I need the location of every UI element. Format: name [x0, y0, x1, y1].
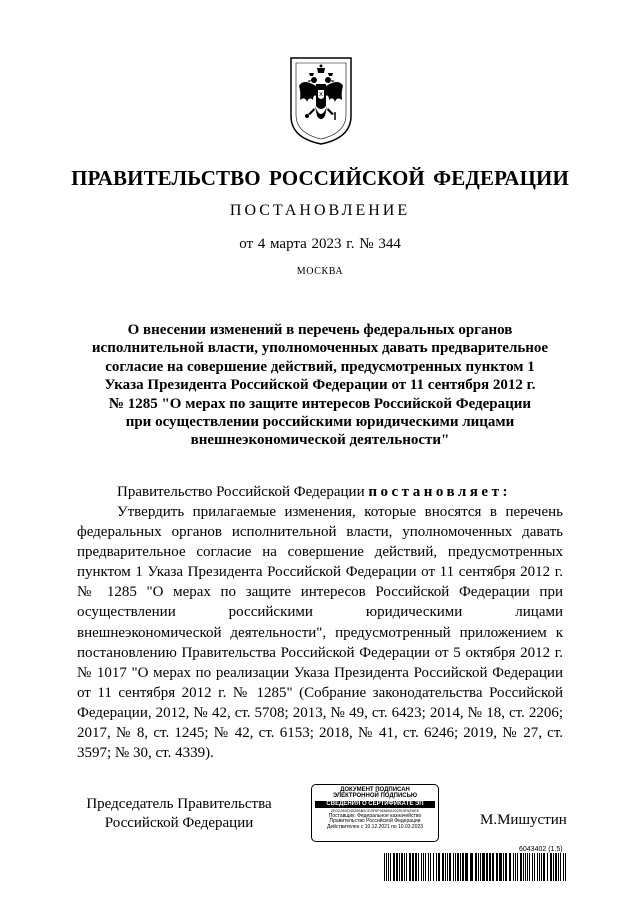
heading-line: при осуществлении российскими юридическими лицами	[125, 414, 515, 431]
document-city: МОСКВА	[296, 266, 344, 277]
preamble	[117, 484, 511, 501]
stamp-certificate-header: СВЕДЕНИЯ О СЕРТИФИКАТЕ ЭП	[315, 801, 435, 808]
heading-line: О внесении изменений в перечень федеральных органов	[127, 322, 513, 338]
document-date-number: от 4 марта 2023 г. № 344	[239, 236, 401, 252]
document-heading	[70, 321, 570, 450]
preamble-verb: постановляет:	[368, 484, 511, 500]
stamp-certificate-number: 2E0C28DD4520BB0CD3F6F96880A302919F6E6EE	[330, 808, 420, 813]
heading-line: согласие на совершение действий, предусмотренных пунктом 1	[105, 358, 535, 375]
document-type: ПОСТАНОВЛЕНИЕ	[229, 202, 411, 219]
stamp-issuer: Поставщик: Федеральное казначейство	[328, 812, 422, 819]
coat-of-arms-emblem	[289, 56, 353, 146]
signer-position-line: Российской Федерации	[104, 814, 254, 831]
signer-position-line: Председатель Правительства	[86, 796, 272, 812]
barcode-label: 6043402 (1.5)	[519, 846, 563, 853]
barcode-image	[384, 853, 570, 881]
heading-line: Указа Президента Российской Федерации от 11 сентября 2012 г.	[104, 377, 536, 394]
document-title: ПРАВИТЕЛЬСТВО РОССИЙСКОЙ ФЕДЕРАЦИИ	[71, 166, 569, 190]
heading-line: исполнительной власти, уполномоченных давать предварительное	[91, 340, 549, 357]
preamble-subject: Правительство Российской Федерации	[117, 484, 365, 500]
stamp-owner: Правительство Российской Федерации	[329, 818, 421, 825]
signer-name: М.Мишустин	[480, 812, 567, 828]
stamp-line: ДОКУМЕНТ ПОДПИСАН	[340, 787, 410, 793]
body-paragraph: Утвердить прилагаемые изменения, которые вносятся в перечень федеральных органов исполнительной власти, уполномоченных давать предварительное согласие на совершение действий, предусмотренных пунктом 1 Указа Президента Российской Федерации от 11 сентября 2012 г. № 1285 "О мерах по защите интересов Российской Федерации при осуществлении российскими юридическими лицами внешнеэкономической деятельности", предусмотренный приложением к постановлению Правительства Российской Федерации от 5 октября 2012 г. № 1017 "О мерах по реализации Указа Президента Российской Федерации от 11 сентября 2012 г. № 1285" (Собрание законодательства Российской Федерации, 2012, № 42, ст. 5708; 2013, № 49, ст. 6423; 2014, № 18, ст. 2206; 2017, № 8, ст. 1245; № 42, ст. 6153; 2018, № 41, ст. 6246; 2019, № 27, ст. 3597; № 30, ст. 4339).	[77, 504, 563, 762]
signer-position	[79, 795, 279, 832]
heading-line: внешнеэкономической деятельности"	[190, 432, 450, 449]
heading-line: № 1285 "О мерах по защите интересов Российской Федерации	[108, 395, 532, 412]
electronic-signature-stamp	[311, 784, 439, 842]
stamp-line: ЭЛЕКТРОННОЙ ПОДПИСЬЮ	[332, 793, 418, 800]
stamp-validity: Действителен с 10.12.2021 по 10.03.2023	[326, 824, 424, 830]
